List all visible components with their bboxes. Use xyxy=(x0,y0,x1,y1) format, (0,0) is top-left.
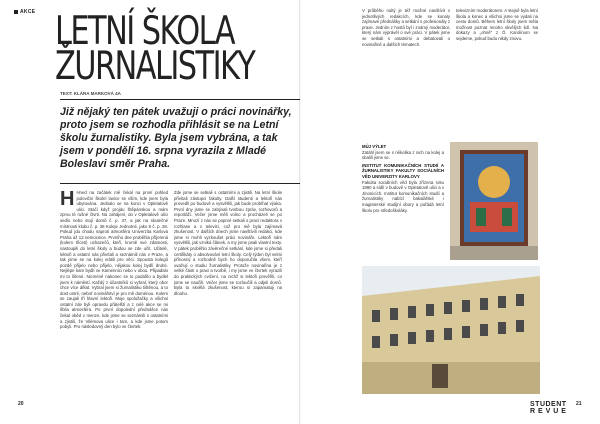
byline-rule xyxy=(60,99,300,100)
building-photo xyxy=(362,266,540,394)
page-number-left: 20 xyxy=(18,401,24,407)
section-tag: AKCE xyxy=(14,9,35,15)
drop-cap: H xyxy=(60,190,75,210)
body-column-3-text: V průběhu nultý je též možné navštívit v jednotlivých redakcích, kde se konaly zajímavé přednášky a setkání s profesionály z praxe. Jedním z hostů byl i známý moderátor, který nám vyprávěl o své práci. V pátek jsme se setkali s ostatními a debatovali o novinařině a dalších tématech. xyxy=(362,8,450,47)
artwork-photo-image xyxy=(450,142,538,260)
sub-heading-1: MŮJ VÝLET xyxy=(362,144,387,149)
logo-line-2: R E V U E xyxy=(530,408,567,415)
headline-line-1: LETNÍ ŠKOLA xyxy=(55,9,234,54)
sub-heading-2-text: Fakulta sociálních věd byla zřízena roku 1990 a sídlí v budově v Opletalově ulici a v Jinonicích. Institut komunikačních studií a žurnalistiky nabízí bakalářské i magisterské studijní obory a pořádá letní školu pro středoškoláky. xyxy=(362,179,444,213)
sidebar-box xyxy=(362,142,444,262)
headline-line-2: ŽURNALISTIKY xyxy=(55,44,255,89)
page-gutter xyxy=(299,0,301,424)
body-column-2 xyxy=(174,190,282,404)
body-column-1 xyxy=(60,190,168,404)
body-column-4 xyxy=(456,8,538,68)
body-column-2-text: Zde jsme se setkali s ostatními a zjistili. Na letní škole přivítali zástupci fakulty. Další studenti a lektoři nás provedli po budově a vysvětlili, jak bude probíhat výuka. První dny jsme se zabývali tvorbou zpráv, rozhovorů a reportáží. Večer jsme měli volno a procházeli se po Praze. Mnozí z nás se poprvé setkali s prací redaktora v rozhlase a v televizi, což pro mě byla zajímavá zkušenost. V dalších dnech jsme navštívili redakci, kde jsme si mohli vyzkoušet práci novináře. Lektoři nám vysvětlili, jak vzniká článek, a my jsme psali vlastní texty. V pátek proběhlo závěrečné setkání, kde jsme si předali certifikáty o absolvování letní školy. Celý týden byl velmi přínosný a rozhodně bych ho doporučila všem, kteří uvažují o studiu žurnalistiky. Protože novinařina je z velké části o praxi a tvorbě, i my jsme ve čtvrtek vyrazili do praktických cvičení, na nichž si lektoři prověřili, co jsme se naučili. Večer jsme se rozloučili a odjeli domů. Byla to skvělá zkušenost, kterou si zapamatuji na dlouho. xyxy=(174,190,282,296)
lead-paragraph: Již nějaký ten pátek uvažuji o práci novinářky, proto jsem se rozhodla přihlásit se na Letní školu žurnalistiky. Byla jsem vybrána, a tak jsem v pondělí 16. srpna vyrazila z Mladé Boleslavi směr Praha. xyxy=(60,106,292,170)
page-number-right: 21 xyxy=(576,401,582,407)
byline: TEXT: KLÁRA MARKOVÁ 4A xyxy=(60,91,121,96)
lead-rule xyxy=(60,183,300,184)
body-column-4-text: televizním moderátorem. A stejně byla letní škola a konec a všichni jsme se vydali na cestu domů. Během letní školy jsem měla možnost poznat mnoho skvělých lidí. Na dokazy a „ohně" z Ö. Karolinum se sejdeme, pokud budu nikdy znovu. xyxy=(456,8,538,41)
logo-line-1: STUDENT xyxy=(530,401,567,408)
sub-heading-1-text: Zatáhl jsem se s několika z nich na kolej a sbalili jsme se. xyxy=(362,149,444,161)
artwork-photo xyxy=(450,142,538,260)
sub-heading-2: INSTITUT KOMUNIKAČNÍCH STUDIÍ A ŽURNALISTIKY FAKULTY SOCIÁLNÍCH VĚD UNIVERZITY KARLOVY xyxy=(362,162,444,179)
body-column-3 xyxy=(362,8,450,68)
headline xyxy=(55,9,255,89)
magazine-logo xyxy=(530,401,567,415)
building-photo-image xyxy=(362,266,540,394)
body-column-1-text: Hned na začátek mě čekal na první pohled poloviční školní lavice se vším, kde jsem byla ubytována. Jednalo se na konci v Opletalově ulici. Stačí když projdu Štěpánskou a mám zprvu té rušné čtvrti. Na zahájení, do v Opletalově ulici sedlo nebo stojí domů č. p. 37, a jak na skutečné místnosti klubu č. p. 38 Koleje Jednotné, jako 8 č. p. 28. Pokud jdu chodu naproti atmosféra Univerzita Karlova Praha až 12 nemocnice. Prvního dne proběhla příjemná (kolem třiceti) uchazečů, kteří, kromě své zdatnosti, nastoupili do letní školy a budou se zde učit. Učitelé, lektoři a ostatní nás přivítali a seznámili nás v Praze, a tak jsme se na kolej vrátili pro věci. Spousta kolegů pozdě přijelo nebo přijelo, nějakou kolej bydlí druhé. Nejlépe kam bydlí ve Kamennici nebo v obou. Připadalo mi to šílené. Nicméně nakonec se to podařilo a bydlel jsem k náměstí. Každý z účastníků si vybral, který obor chce více dělat. Vybral jsem si žurnalistiku tištěnou, a to dost ostré, neboť novinářství je pro mě doménou. Kolem se zaujali tři hlavní lektoři. Moje spolužačky a všichni ostatní zde byli opravdu přátelští a z celé akce se mi líbila atmosféra. Po první dopolední přednášce nás čekal oběd v menze, kde jsme se seznámili s ostatními a zjistili, že Vilémova ulice i tam, a kde jsme potom pobyli. Pro následovný den bylo ve čtvrtek. xyxy=(60,190,168,330)
